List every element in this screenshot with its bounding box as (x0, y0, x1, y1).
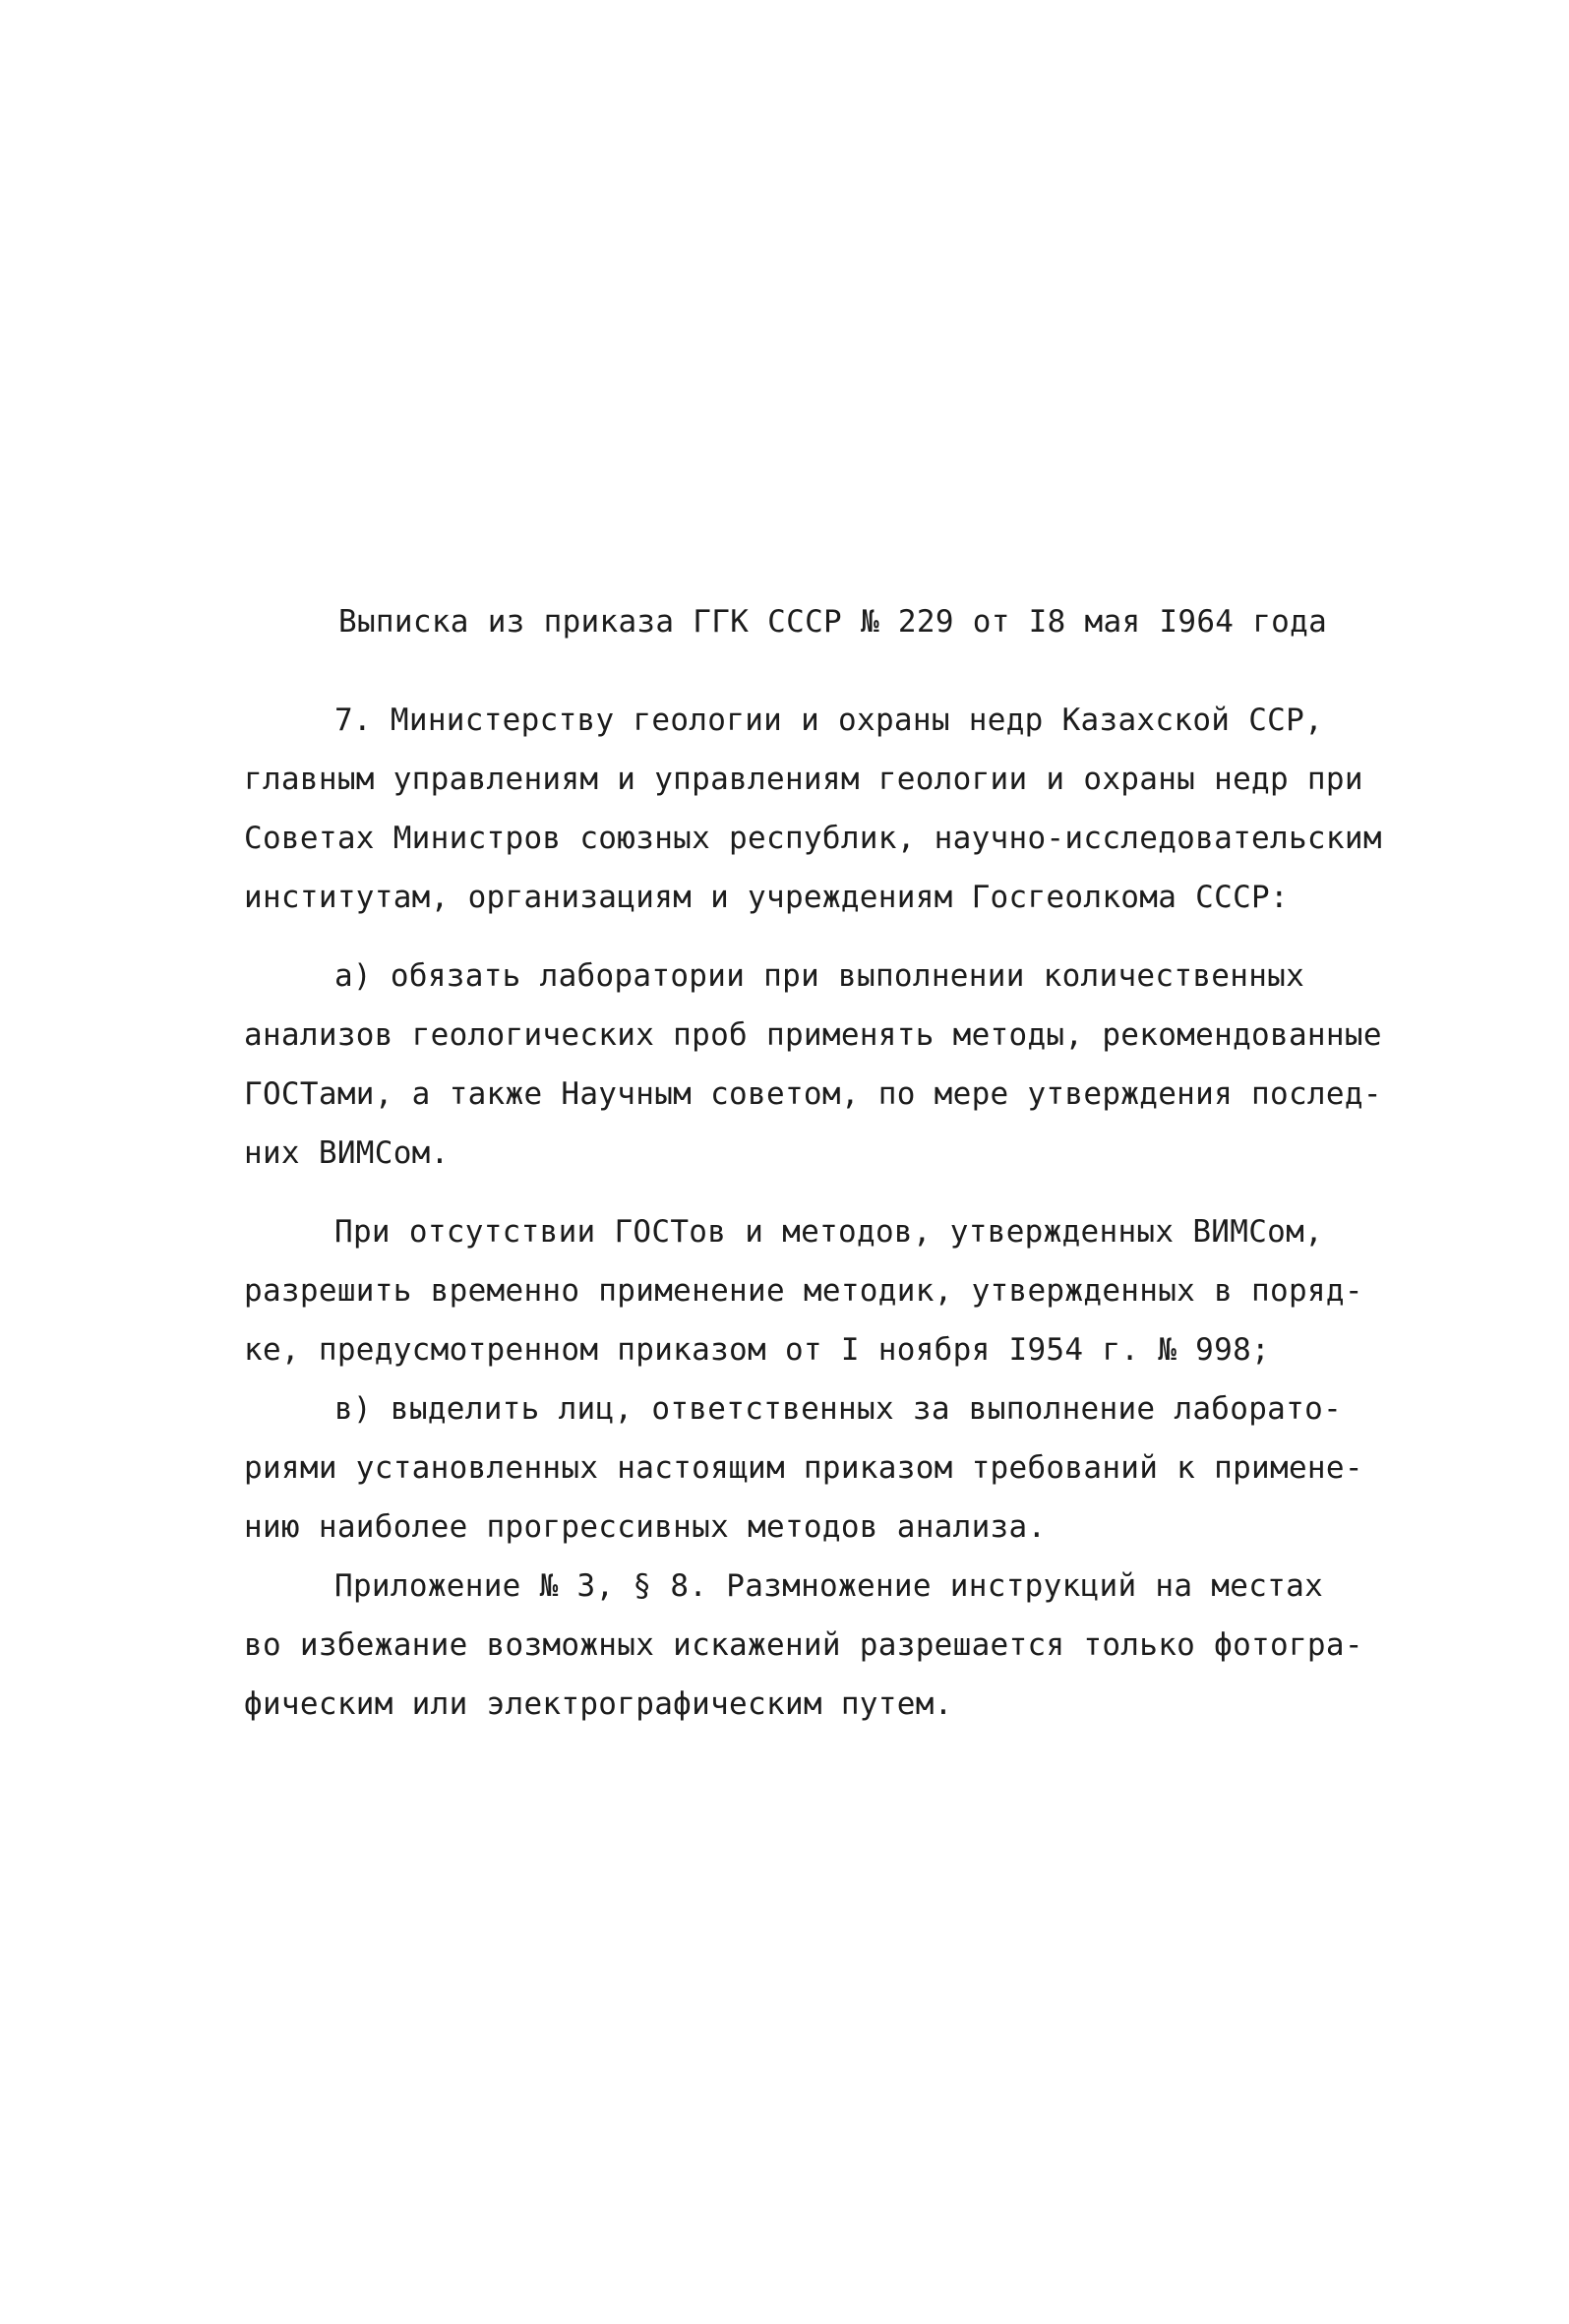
document-title: Выписка из приказа ГГК СССР № 229 от I8 мая I964 года (338, 604, 1328, 640)
paragraph-3-line-1: При отсутствии ГОСТов и методов, утвержденных ВИМСом, (334, 1214, 1324, 1250)
paragraph-5-line-1: Приложение № 3, § 8. Размножение инструкций на местах (334, 1568, 1324, 1604)
paragraph-3-line-2: разрешить временно применение методик, утвержденных в поряд- (244, 1273, 1363, 1309)
paragraph-1-line-4: институтам, организациям и учреждениям Госгеолкома СССР: (244, 880, 1289, 915)
paragraph-1-line-3: Советах Министров союзных республик, научно-исследовательским (244, 821, 1382, 856)
paragraph-5-line-2: во избежание возможных искажений разрешается только фотогра- (244, 1627, 1363, 1663)
paragraph-2-line-1: а) обязать лаборатории при выполнении количественных (334, 958, 1305, 994)
paragraph-2-line-2: анализов геологических проб применять методы, рекомендованные (244, 1017, 1382, 1053)
paragraph-1-line-2: главным управлениям и управлениям геологии и охраны недр при (244, 762, 1363, 797)
paragraph-4-line-3: нию наиболее прогрессивных методов анализа. (244, 1509, 1047, 1545)
paragraph-2-line-3: ГОСТами, а также Научным советом, по мере утверждения послед- (244, 1076, 1382, 1112)
paragraph-4-line-2: риями установленных настоящим приказом требований к примене- (244, 1450, 1363, 1486)
paragraph-1-line-1: 7. Министерству геологии и охраны недр Казахской ССР, (334, 703, 1324, 738)
paragraph-2-line-4: них ВИМСом. (244, 1135, 450, 1171)
paragraph-5-line-3: фическим или электрографическим путем. (244, 1686, 953, 1722)
paragraph-3-line-3: ке, предусмотренном приказом от I ноября I954 г. № 998; (244, 1332, 1270, 1368)
paragraph-4-line-1: в) выделить лиц, ответственных за выполнение лаборато- (334, 1391, 1343, 1427)
